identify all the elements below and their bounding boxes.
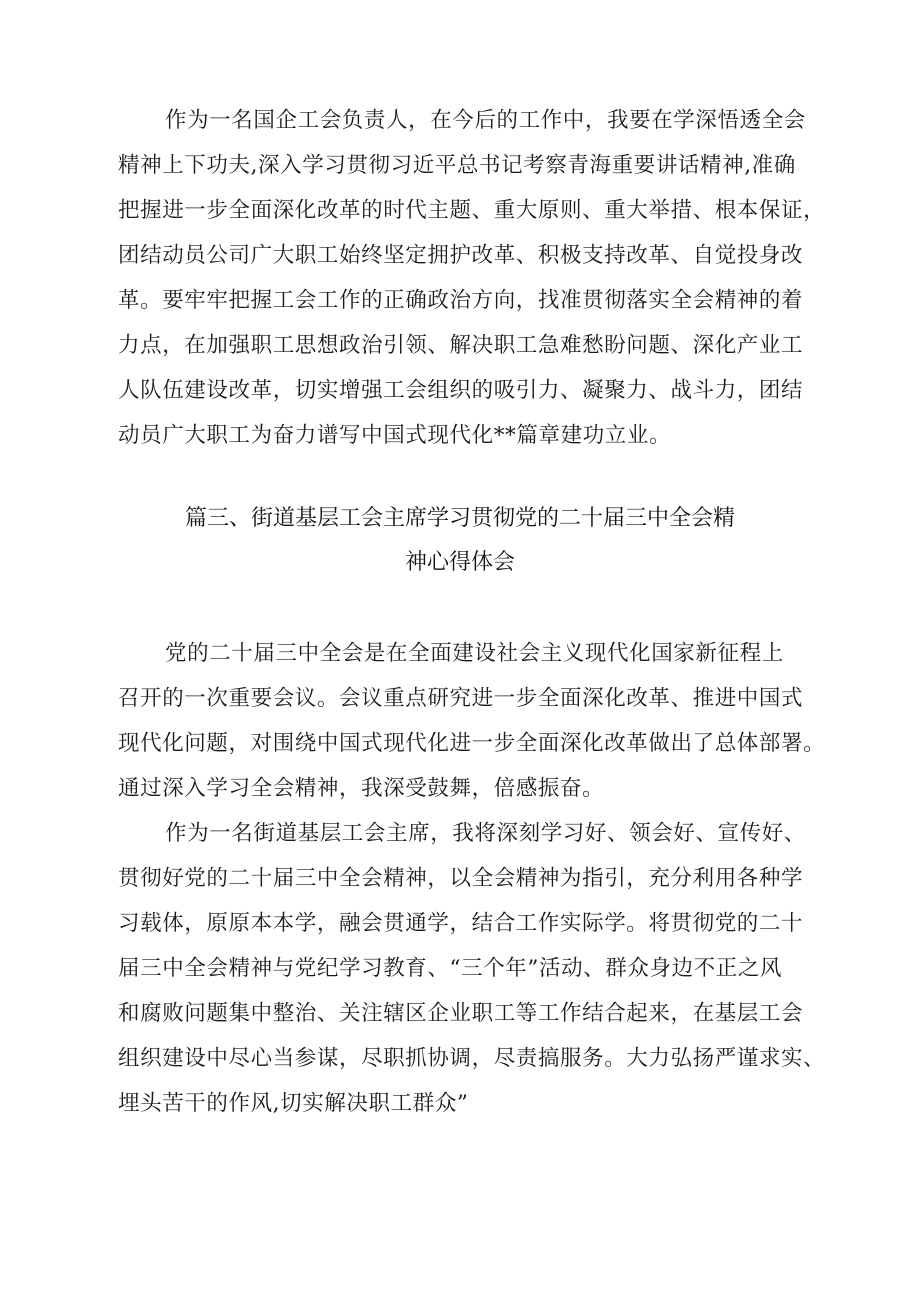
text-line: 动员广大职工为奋力谱写中国式现代化**篇章建功立业。 (118, 423, 672, 448)
text-line: 人队伍建设改革，切实增强工会组织的吸引力、凝聚力、战斗力，团结 (118, 378, 804, 403)
text-line: 组织建设中尽心当参谋，尽职抓协调，尽责搞服务。大力弘扬严谨求实、 (118, 1046, 826, 1071)
text-line: 召开的一次重要会议。会议重点研究进一步全面深化改革、推进中国式 (118, 686, 804, 711)
text-line: 和腐败问题集中整治、关注辖区企业职工等工作结合起来，在基层工会 (118, 1001, 804, 1026)
section-title-line: 神心得体会 (404, 550, 515, 575)
text-line: 现代化问题，对围绕中国式现代化进一步全面深化改革做出了总体部署。 (118, 731, 826, 756)
text-line: 革。要牢牢把握工会工作的正确政治方向，找准贯彻落实全会精神的着 (118, 288, 804, 313)
text-line: 党的二十届三中全会是在全面建设社会主义现代化国家新征程上 (165, 641, 784, 666)
text-line: 作为一名国企工会负责人，在今后的工作中，我要在学深悟透全会 (165, 108, 806, 133)
text-line: 贯彻好党的二十届三中全会精神，以全会精神为指引，充分利用各种学 (118, 866, 804, 891)
text-line: 精神上下功夫,深入学习贯彻习近平总书记考察青海重要讲话精神,准确 (118, 153, 796, 178)
text-line: 把握进一步全面深化改革的时代主题、重大原则、重大举措、根本保证， (118, 198, 826, 223)
text-line: 力点，在加强职工思想政治引领、解决职工急难愁盼问题、深化产业工 (118, 333, 804, 358)
text-line: 届三中全会精神与党纪学习教育、“三个年”活动、群众身边不正之风 (118, 956, 783, 981)
section-title-line: 篇三、街道基层工会主席学习贯彻党的二十届三中全会精 (184, 506, 735, 531)
text-line: 埋头苦干的作风,切实解决职工群众” (118, 1091, 469, 1116)
text-line: 作为一名街道基层工会主席，我将深刻学习好、领会好、宣传好、 (165, 821, 806, 846)
text-line: 团结动员公司广大职工始终坚定拥护改革、积极支持改革、自觉投身改 (118, 243, 804, 268)
text-line: 习载体，原原本本学，融会贯通学，结合工作实际学。将贯彻党的二十 (118, 911, 804, 936)
text-line: 通过深入学习全会精神，我深受鼓舞，倍感振奋。 (118, 776, 605, 801)
